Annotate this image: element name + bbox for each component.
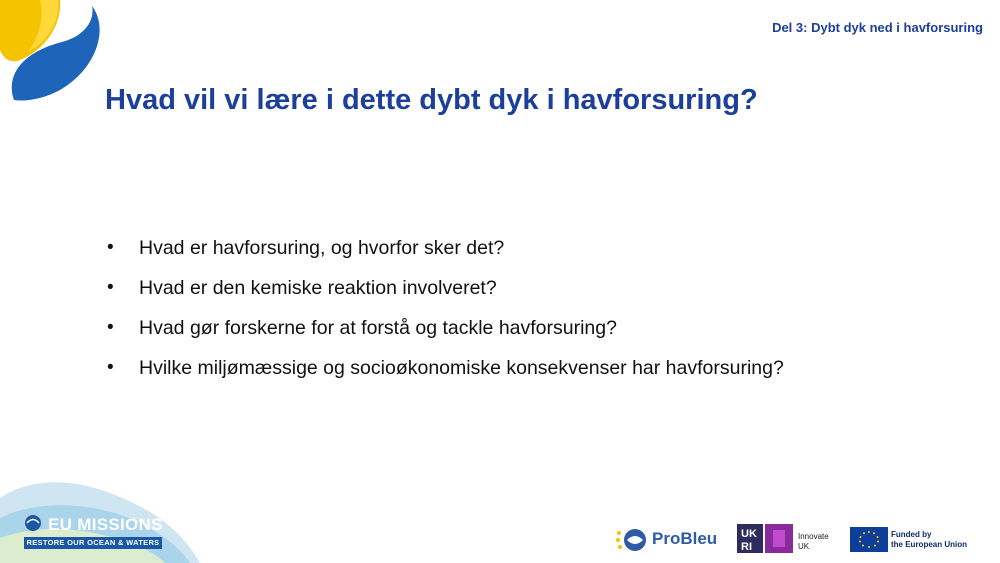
eu-funding-line2: the European Union <box>891 540 967 549</box>
section-label: Del 3: Dybt dyk ned i havforsuring <box>772 20 983 35</box>
bullet-list <box>107 232 784 392</box>
bullet-text: Hvilke miljømæssige og socioøkonomiske konsekvenser har havforsuring? <box>139 357 784 379</box>
ukri-line1: Innovate <box>798 532 829 541</box>
eu-flag-icon <box>850 527 888 552</box>
list-item <box>107 352 784 392</box>
ukri-line2: UK <box>798 542 810 551</box>
ukri-logo-icon <box>737 524 795 553</box>
list-item <box>107 232 784 272</box>
probleu-label: ProBleu <box>652 529 718 548</box>
wave-logo-icon <box>0 0 110 105</box>
eu-missions-title: EU MISSIONS <box>48 515 163 534</box>
probleu-icon <box>615 527 649 553</box>
eu-funding-label <box>891 530 967 550</box>
bullet-dot: • <box>107 277 114 298</box>
bullet-text: Hvad gør forskerne for at forstå og tackle havforsuring? <box>139 317 617 339</box>
bullet-dot: • <box>107 237 114 258</box>
eu-funding-line1: Funded by <box>891 530 932 539</box>
svg-text:RI: RI <box>741 541 752 553</box>
bullet-text: Hvad er den kemiske reaktion involveret? <box>139 277 497 299</box>
svg-text:UK: UK <box>741 528 757 540</box>
eu-missions-subtitle: RESTORE OUR OCEAN & WATERS <box>24 537 162 549</box>
list-item <box>107 312 784 352</box>
bullet-dot: • <box>107 317 114 338</box>
list-item <box>107 272 784 312</box>
bullet-dot: • <box>107 357 114 378</box>
bullet-text: Hvad er havforsuring, og hvorfor sker det? <box>139 237 505 259</box>
slide-title: Hvad vil vi lære i dette dybt dyk i havforsuring? <box>105 84 758 116</box>
ukri-label <box>798 532 829 552</box>
